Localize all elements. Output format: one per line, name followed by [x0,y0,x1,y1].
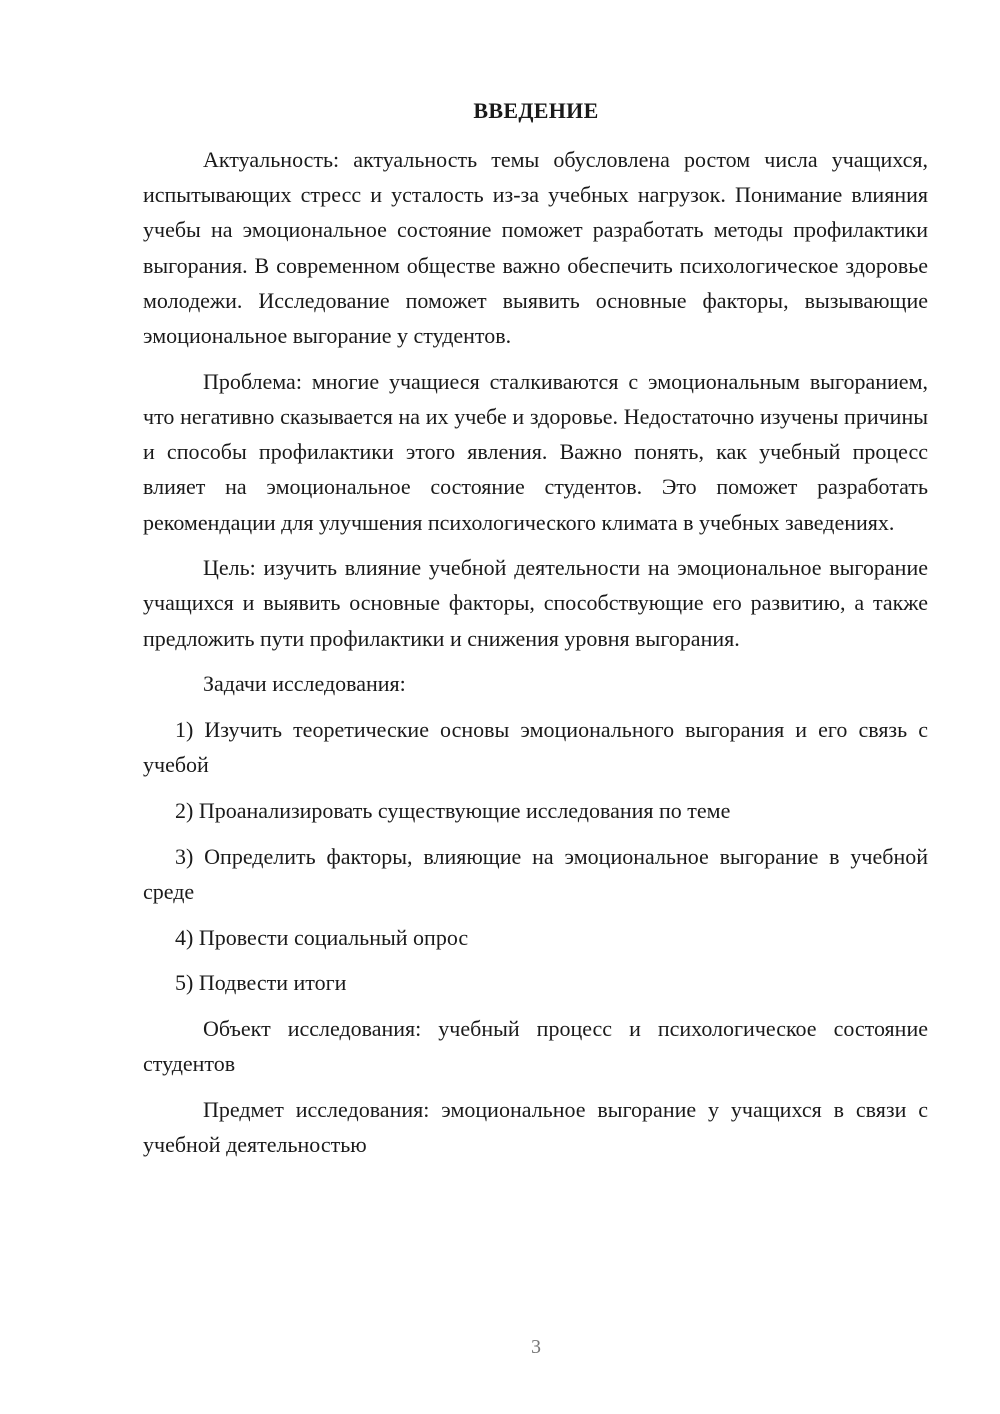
research-object-paragraph: Объект исследования: учебный процесс и психологическое состояние студентов [143,1015,928,1077]
goal-paragraph: Цель: изучить влияние учебной деятельности на эмоциональное выгорание учащихся и выявить основные факторы, способствующие его развитию, а также предложить пути профилактики и снижения уровня выгорания. [143,555,928,651]
section-heading: ВВЕДЕНИЕ [473,98,599,123]
list-item: 2) Проанализировать существующие исследования по теме [175,797,731,823]
research-subject-paragraph: Предмет исследования: эмоциональное выгорание у учащихся в связи с учебной деятельностью [143,1096,928,1158]
page-number: 3 [531,1336,541,1358]
relevance-paragraph: Актуальность: актуальность темы обусловлена ростом числа учащихся, испытывающих стресс и усталость из-за учебных нагрузок. Понимание влияния учебы на эмоциональное состояние поможет разработать методы профилактики выгорания. В современном обществе важно обеспечить психологическое здоровье молодежи. Исследование поможет выявить основные факторы, вызывающие эмоциональное выгорание у студентов. [143,147,928,349]
list-item: 5) Подвести итоги [175,970,347,996]
body-text [143,142,928,1173]
list-item: 3) Определить факторы, влияющие на эмоциональное выгорание в учебной среде [143,843,928,904]
list-item: 1) Изучить теоретические основы эмоционального выгорания и его связь с учебой [143,717,928,778]
problem-paragraph: Проблема: многие учащиеся сталкиваются с эмоциональным выгоранием, что негативно сказывается на их учебе и здоровье. Недостаточно изучены причины и способы профилактики этого явления. Важно понять, как учебный процесс влияет на эмоциональное состояние студентов. Это поможет разработать рекомендации для улучшения психологического климата в учебных заведениях. [143,368,928,535]
tasks-heading: Задачи исследования: [203,671,406,697]
list-item: 4) Провести социальный опрос [175,924,469,950]
